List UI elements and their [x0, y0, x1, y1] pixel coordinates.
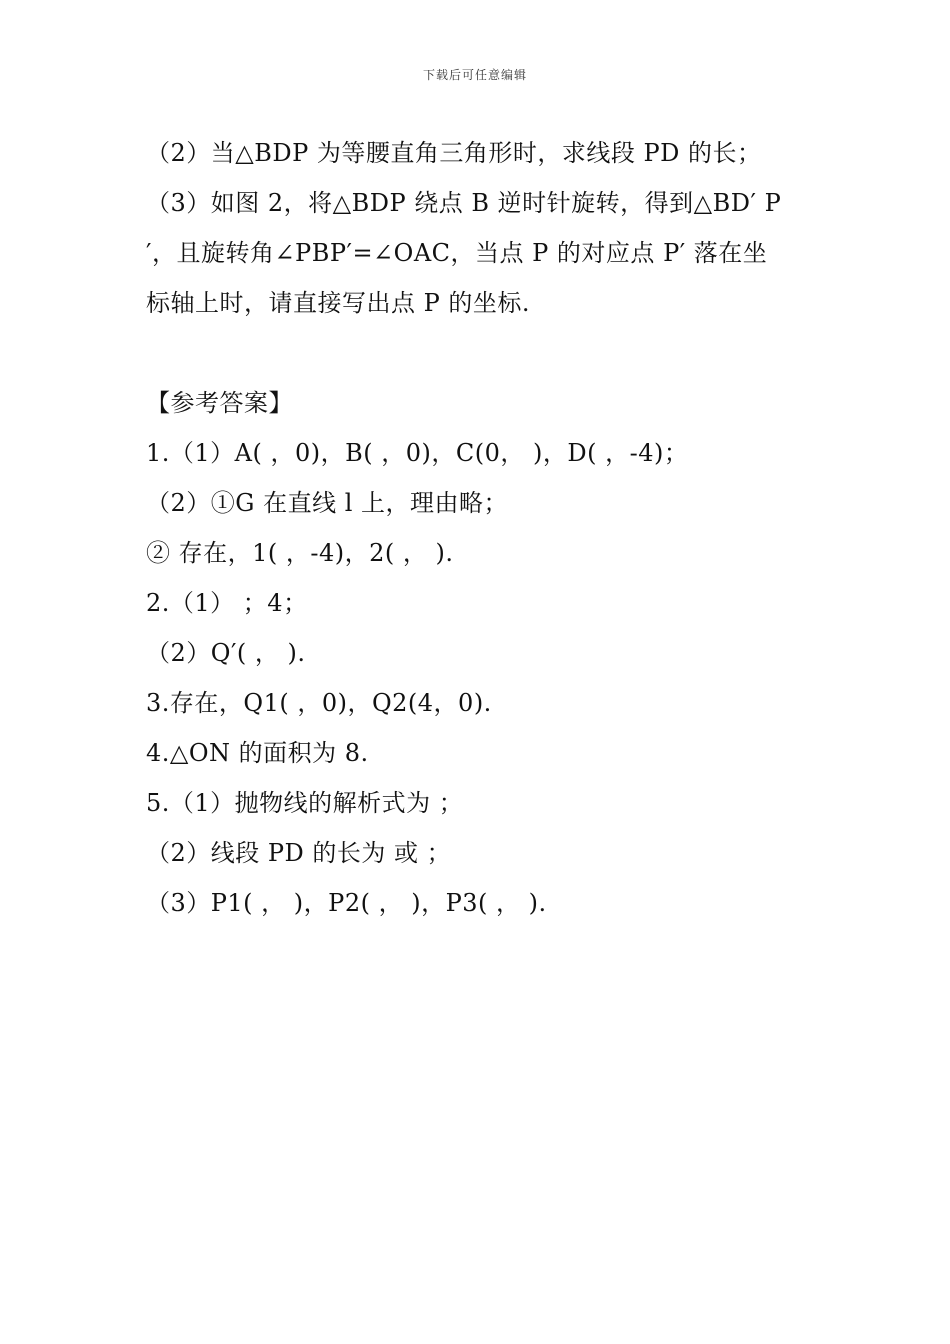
blank-spacer [146, 328, 814, 378]
document-body [146, 128, 814, 928]
question-line-2: （2）当△BDP 为等腰直角三角形时，求线段 PD 的长； [146, 139, 762, 167]
answer-line: ② 存在，1( ，-4)，2( ， ). [146, 539, 454, 567]
answer-line: 3.存在，Q1( ，0)，Q2(4，0). [146, 689, 492, 717]
answer-line: （3）P1( ， )，P2( ， )，P3( ， ). [146, 889, 547, 917]
answer-line: 4.△ON 的面积为 8. [146, 739, 369, 767]
answer-line: （2）①G 在直线 l 上，理由略； [146, 489, 509, 517]
answer-line: 1.（1）A( ，0)，B( ，0)，C(0， )，D( ，-4)； [146, 439, 689, 467]
question-line-3c: 标轴上时，请直接写出点 P 的坐标. [146, 289, 531, 317]
question-line-3b: ′，且旋转角∠PBP′=∠OAC，当点 P 的对应点 P′ 落在坐 [146, 239, 768, 267]
answer-line: （2）Q′( ， ). [146, 639, 306, 667]
answer-line: （2）线段 PD 的长为 或 ； [146, 839, 452, 867]
answer-line: 5.（1）抛物线的解析式为 ； [146, 789, 464, 817]
answers-heading: 【参考答案】 [146, 389, 293, 417]
header-note: 下载后可任意编辑 [422, 68, 527, 82]
answer-line: 2.（1） ；4； [146, 589, 308, 617]
question-line-3a: （3）如图 2，将△BDP 绕点 B 逆时针旋转，得到△BD′ P [146, 189, 782, 217]
